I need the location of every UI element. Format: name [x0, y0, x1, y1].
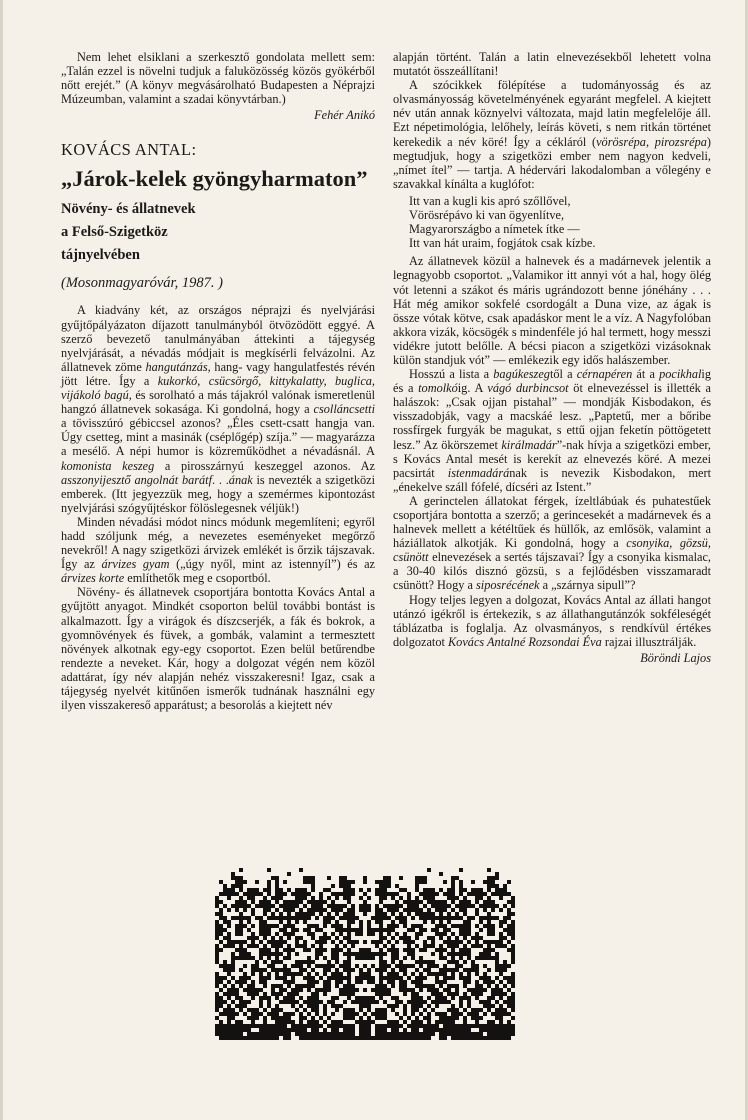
verse-line: Itt van hát uraim, fogjátok csak kízbe. — [409, 236, 596, 251]
wedding-verse — [409, 194, 711, 250]
subtitle-line-2: a Felső-Szigetköz — [61, 224, 168, 241]
body-paragraph-1: A kiadvány két, az országos néprajzi és nyelvjárási gyűjtőpályázaton díjazott tanulmányból ötvözödött eggyé. A szerző bevezető tanulmányában áttekinti a tájegység nyelvjárását, a névadás módjait is megkísérli felvázolni. Az állatnevek zöme hangutánzás, hang- vagy hangulatfestés révén jött létre. Így a kukorkó, csücsörgő, kittykalatty, buglica, vijákoló bagú, és sorolható a más tájakról valónak ismeretlenül hangzó állatnevek sokasága. Ki gondolná, hogy a csolláncsetti a tövisszúró gébiccsel azonos? „Éles csett-csatt hangja van. Úgy csetteg, mint a masinák (cséplőgép) szíja.” — magyarázza a mesélő. A népi humor is közreműködhet a névadásnál. A komonista keszeg a pirosszárnyú keszeggel azonos. Az asszonyijesztő angolnát barátf. . .ának is nevezték a szigetközi emberek. (Itt jegyezzük meg, hogy a szemérmes kipontozást nyelvjárási szógyűjtéskor fölöslegesnek véljük!) — [61, 303, 376, 515]
intro-paragraph: Nem lehet elsiklani a szerkesztő gondolata mellett sem: „Talán ezzel is növelni tudjuk a faluközösség közös gyökérből nőtt erejét.” (A könyv megvásárolható Budapesten a Néprajzi Múzeumban, valamint a szadai könyvtárban.) — [61, 50, 375, 107]
verse-line: Itt van a kugli kis apró szőllővel, — [409, 193, 571, 208]
body-paragraph-3: Növény- és állatnevek csoportjára bontotta Kovács Antal a gyűjtött anyagot. Mindkét csoporton belül további bontást is alkalmazott. Így a virágok és díszcserjék, a fák és bokrok, a gyomnövények és füvek, a gombák, valamint a termesztett növények alkotnak egy-egy csoportot. Ezen belül betűrendbe rendezte a neveket. Kár, hogy a dolgozat végén nem közöl adattárat, így név alapján nehéz visszakeresni! Igaz, csak a tájegység nyelvét kitűnően ismerők tudnának használni egy ilyen visszakereső apparátust; a besorolás a kiejtett név — [61, 585, 375, 713]
signature-borondi-lajos: Böröndi Lajos — [640, 650, 711, 665]
verse-line: Vörösrépávo ki van ögyenlítve, — [409, 208, 565, 223]
body-paragraph-2: Minden névadási módot nincs módunk megemlíteni; egyről hadd szóljunk még, a nevezetes eseményeket megőrző nevekről! A nagy szigetközi árvizek emlékét is őrzik tájszavak. Így az árvizes gyam („úgy nyől, mint az istennyíl”) és az árvizes korte említhetők meg e csoportból. — [61, 514, 375, 586]
subtitle-line-3: tájnyelvében — [61, 247, 140, 264]
body-paragraph-4: A szócikkek fölépítése a tudományosság és az olvasmányosság követelményének egyaránt megfelel. A kiejtett név után annak köznyelvi változata, majd latin megfelelője áll. Ezt népetimológia, lelőhely, leírás követi, s nem ritkán történet kerekedik a név köré! Így a cékláról (vörösrépa, pirozsrépa) megtudjuk, hogy a szigetközi ember nem nagyon kedveli, „nímet ítel” — tartja. A hédervári lakodalomban a vőlegény e szavakkal kínálta a kuglófot: — [393, 78, 711, 191]
signature-feher-aniko: Fehér Anikó — [314, 108, 375, 123]
publication-place: (Mosonmagyaróvár, 1987. ) — [61, 275, 223, 292]
body-paragraph-5: Az állatnevek közül a halnevek és a madárnevek jelentik a legnagyobb csoportot. „Valamikor itt annyi vót a hal, hogy ölég vót letenni a szákot és máris ugrándozott benne jónéhány . . . Hát még amikor sokfelé csordogált a Duna vize, az ágak is össze vótak kötve, csak apadáskor ment le a víz. A Nagyfolóban akkora vizák, köcsögék s mindenféle jó hal termett, hogy messzi vidékre jutott belőlle. A bécsi piacon a szigetközi vizásoknak külön standjuk vót” — emlékezik egy idős halászember. — [393, 254, 711, 367]
book-title: „Járok-kelek gyöngyharmaton” — [61, 166, 368, 192]
body-paragraph-6: Hosszú a lista a bagúkeszegtől a cérnapéren át a pocikhalig és a tomolkóig. A vágó durbincsot öt elnevezéssel is illették a halászok: „Csak ojjan pistahal” — mondják Kisbodakon, és visszadobják, vagy a macskáé lesz. „Paptetű, mer a bőribe rossfírgek furgyák be magukat, s ettű ojjan feketín pöttögetett lesz.” Az ökörszemet királmadár”-nak hívja a szigetközi ember, s Kovács Antal mesét is kerekít az elnevezés köré. A mezei pacsirtát istenmadárának is nevezik Kisbodakon, mert „énekelve száll fófelé, dícséri az Istent.” — [393, 367, 711, 494]
body-paragraph-continued: alapján történt. Talán a latin elnevezésekből lehetett volna mutatót összeállítani! — [393, 50, 711, 79]
right-column — [393, 50, 711, 665]
body-paragraph-8: Hogy teljes legyen a dolgozat, Kovács Antal az állati hangot utánzó igékről is értekezik, s az állathangutánzók sokféleségét táblázatba is foglalja. Az olvasmányos, s rendkívül értékes dolgozatot Kovács Antalné Rozsondai Éva rajzai illusztrálják. — [393, 592, 711, 649]
review-author-heading: KOVÁCS ANTAL: — [61, 140, 197, 160]
verse-line: Magyarországbo a nímetek ítke — — [409, 222, 580, 237]
subtitle-line-1: Növény- és állatnevek — [61, 201, 196, 218]
folk-embroidery-pattern-icon — [215, 868, 515, 1040]
body-paragraph-7: A gerinctelen állatokat férgek, ízeltlábúak és puhatestűek csoportjára bontotta a szerző; a gerincesekét a madárnevek és a halnevek mellett a kétéltűek és hüllők, az emlősök, valamint a háziállatok alkotják. Ki gondolná, hogy a csonyika, gözsü, csünött elnevezések a sertés tájszavai? Így a csonyika kismalac, a 30-40 kilós disznó gözsü, s a fejlődésben visszamaradt csünött? Hogy a siposrécének a „szárnya sipull”? — [393, 493, 711, 593]
left-column — [61, 50, 375, 712]
